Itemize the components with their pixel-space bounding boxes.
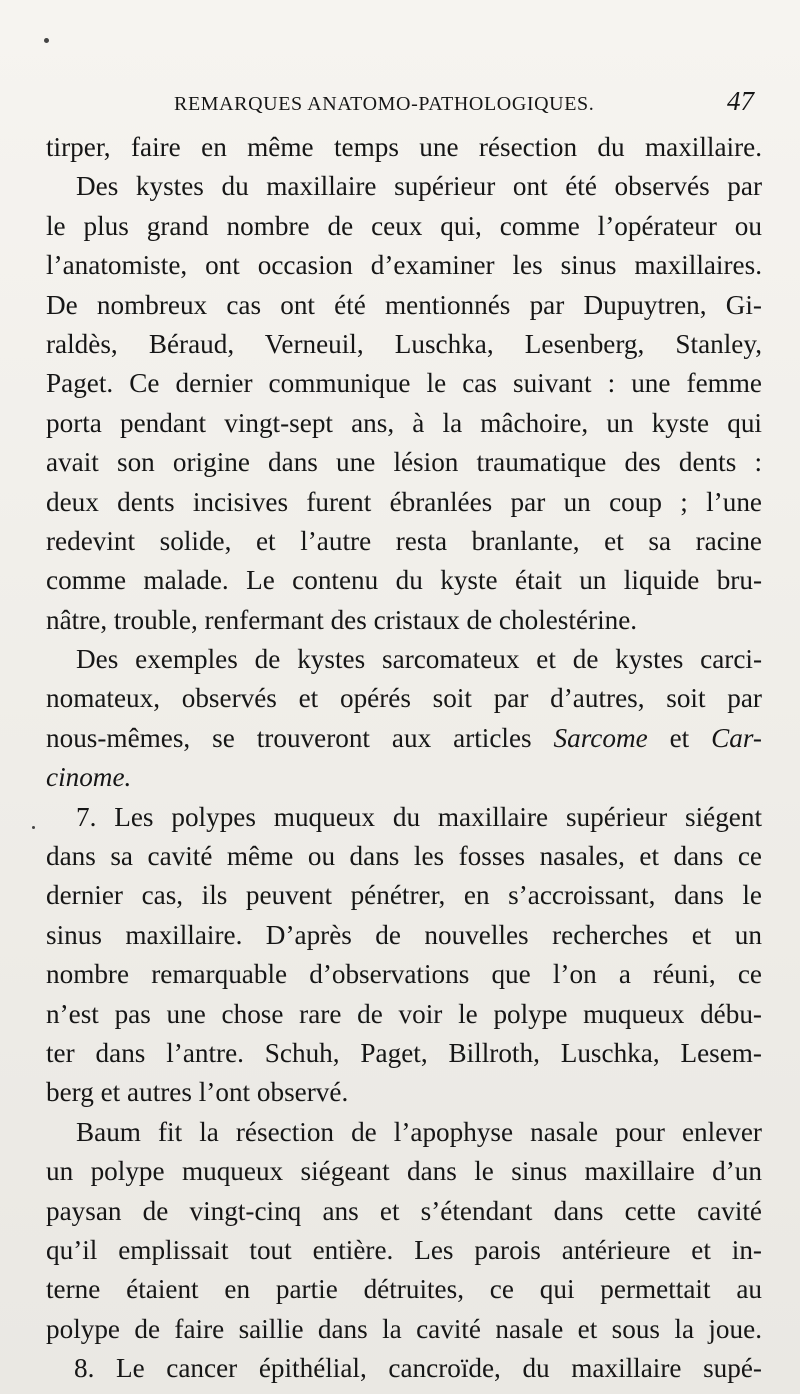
text-line: Baum fit la résection de l’apophyse nasale pour enlever (76, 1116, 762, 1147)
text-line: dernier cas, ils peuvent pénétrer, en s’accroissant, dans le (46, 880, 762, 911)
page-number: 47 (727, 86, 754, 116)
text-line: Des kystes du maxillaire supérieur ont été observés par (76, 171, 762, 202)
text-line: Des exemples de kystes sarcomateux et de kystes carci- (76, 644, 762, 675)
text-line: polype de faire saillie dans la cavité nasale et sous la joue. (46, 1313, 762, 1344)
text-line: De nombreux cas ont été mentionnés par Dupuytren, Gi- (46, 289, 762, 320)
running-header (172, 86, 762, 116)
text-line: un polype muqueux siégeant dans le sinus maxillaire d’un (46, 1156, 762, 1187)
running-title: REMARQUES ANATOMO-PATHOLOGIQUES. (174, 93, 595, 115)
text-line: porta pendant vingt-sept ans, à la mâchoire, un kyste qui (46, 407, 762, 438)
body-text (46, 128, 762, 1389)
text-line: avait son origine dans une lésion traumatique des dents : (46, 447, 762, 478)
text-line: deux dents incisives furent ébranlées par un coup ; l’une (46, 486, 762, 517)
text-line: nomateux, observés et opérés soit par d’autres, soit par (46, 683, 762, 714)
ink-speck (32, 826, 35, 829)
text-line: paysan de vingt-cinq ans et s’étendant dans cette cavité (46, 1195, 762, 1226)
text-line: nombre remarquable d’observations que l’on a réuni, ce (46, 959, 762, 990)
text-line: redevint solide, et l’autre resta branlante, et sa racine (46, 525, 762, 556)
text-fragment: nous-mêmes, se trouveront aux articles (46, 722, 554, 753)
section-8-start: 8. Le cancer épithélial, cancroïde, du maxillaire supé- (74, 1353, 762, 1384)
text-line: comme malade. Le contenu du kyste était un liquide bru- (46, 565, 762, 596)
text-line: qu’il emplissait tout entière. Les parois antérieure et in- (46, 1234, 762, 1265)
text-line: l’anatomiste, ont occasion d’examiner les sinus maxillaires. (46, 250, 762, 281)
text-line: raldès, Béraud, Verneuil, Luschka, Lesenberg, Stanley, (46, 328, 762, 359)
text-line: n’est pas une chose rare de voir le polype muqueux débu- (46, 998, 762, 1029)
text-line: ter dans l’antre. Schuh, Paget, Billroth, Luschka, Lesem- (46, 1037, 762, 1068)
text-line: terne étaient en partie détruites, ce qui permettait au (46, 1274, 762, 1305)
text-line: cinome. (46, 762, 132, 793)
ink-speck (44, 38, 49, 43)
text-fragment: et (647, 722, 712, 753)
text-line-with-references (46, 719, 762, 758)
text-line: le plus grand nombre de ceux qui, comme l’opérateur ou (46, 210, 762, 241)
text-line: dans sa cavité même ou dans les fosses nasales, et dans ce (46, 841, 762, 872)
section-7-start: 7. Les polypes muqueux du maxillaire supérieur siégent (76, 801, 762, 832)
article-reference-sarcome: Sarcome (553, 722, 648, 753)
text-line: Paget. Ce dernier communique le cas suivant : une femme (46, 368, 762, 399)
text-line: tirper, faire en même temps une résection du maxillaire. (46, 132, 762, 162)
text-line: nâtre, trouble, renfermant des cristaux de cholestérine. (46, 604, 638, 635)
article-reference-carcinome: Car- (711, 722, 762, 753)
text-line: sinus maxillaire. D’après de nouvelles recherches et un (46, 919, 762, 950)
text-line: berg et autres l’ont observé. (46, 1077, 349, 1108)
